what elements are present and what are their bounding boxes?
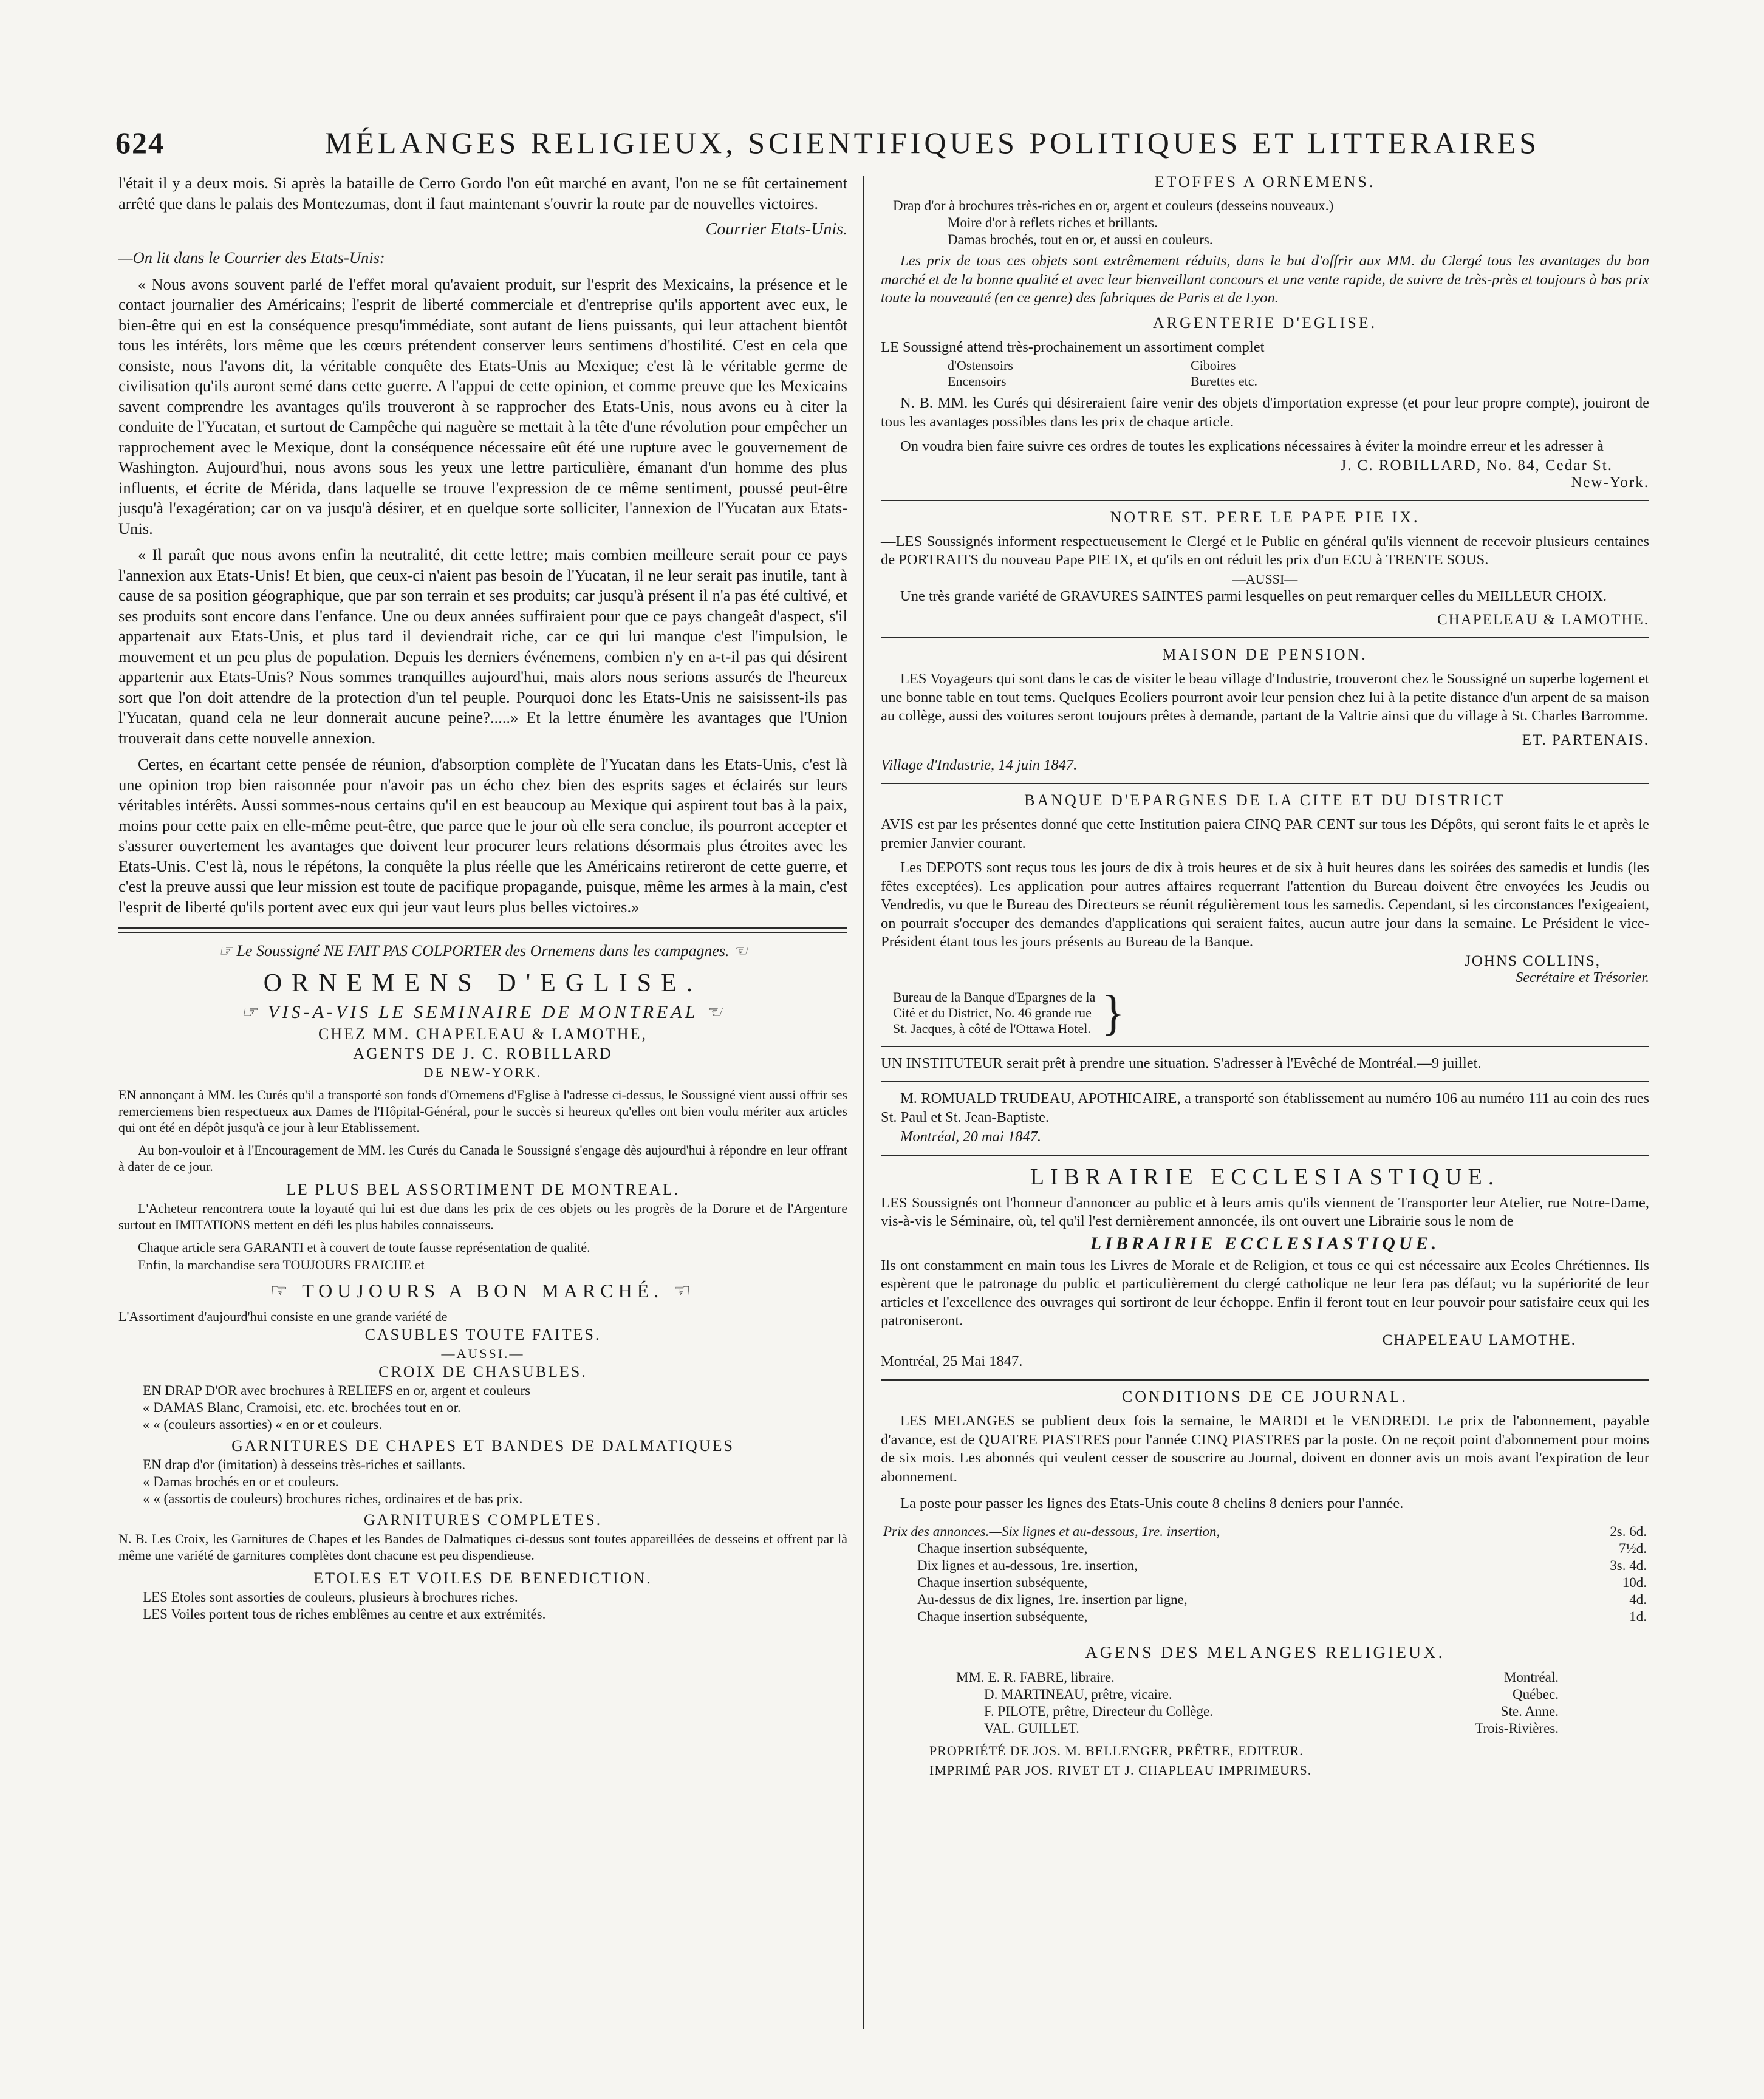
- running-title: MÉLANGES RELIGIEUX, SCIENTIFIQUES POLITIQUES ET LITTERAIRES: [324, 126, 1540, 160]
- ad-heading-assortment: LE PLUS BEL ASSORTIMENT DE MONTREAL.: [285, 1181, 680, 1198]
- banque-title: Secrétaire et Trésorier.: [1516, 969, 1649, 986]
- list-item: « DAMAS Blanc, Cramoisi, etc. etc. brochées tout en or.: [143, 1400, 461, 1415]
- conditions-heading: CONDITIONS DE CE JOURNAL.: [1121, 1388, 1409, 1405]
- ad-paragraph: Au bon-vouloir et à l'Encouragement de MM. les Curés du Canada le Soussigné s'engage dès aujourd'hui à répondre en leur offrant à dater de ce jour.: [118, 1142, 847, 1174]
- left-column: [118, 173, 847, 1626]
- ad-paragraph: L'Acheteur rencontrera toute la loyauté qui lui est due dans les prix de ces objets ou les progrès de la Dorure et de l'Argenture surtout en IMITATIONS mettent en défi les plus habiles connaisseurs.: [118, 1201, 847, 1232]
- proprietor-line: PROPRIÉTÉ DE JOS. M. BELLENGER, PRÊTRE, EDITEUR.: [929, 1742, 1304, 1758]
- instituteur-notice: UN INSTITUTEUR serait prêt à prendre une situation. S'adresser à l'Evêché de Montréal.—9 juillet.: [881, 1054, 1482, 1071]
- ad-heading-chasubles: CASUBLES TOUTE FAITES.: [364, 1326, 601, 1343]
- separator: [118, 927, 847, 933]
- right-column: [881, 173, 1649, 1780]
- table-row: [954, 1669, 1561, 1686]
- librairie-paragraph: LES Soussignés ont l'honneur d'annoncer au public et à leurs amis qu'ils viennent de Transporter leur Atelier, rue Notre-Dame, vis-à-vis le Séminaire, où, tel qu'il l'est dernièrement annoncée, ils ont ouvert une Librairie sous le nom de: [881, 1194, 1649, 1229]
- list-item: LES Voiles portent tous de riches emblêmes au centre et aux extrémités.: [143, 1606, 546, 1622]
- librairie-signature: CHAPELEAU LAMOTHE.: [1382, 1331, 1576, 1348]
- price-label: Prix des annonces.—Six lignes et au-dessous, 1re. insertion,: [883, 1523, 1220, 1539]
- ad-heading-garnitures: GARNITURES DE CHAPES ET BANDES DE DALMATIQUES: [231, 1437, 734, 1455]
- pension-heading: MAISON DE PENSION.: [1162, 646, 1368, 663]
- pension-signature: ET. PARTENAIS.: [1522, 731, 1649, 748]
- separator: [881, 1081, 1649, 1082]
- list-item: « « (assortis de couleurs) brochures riches, ordinaires et de bas prix.: [143, 1491, 523, 1506]
- banque-signature: JOHNS COLLINS,: [1465, 952, 1601, 969]
- banque-paragraph: Les DEPOTS sont reçus tous les jours de dix à trois heures et de six à huit heures dans les soirées des samedis et lundis (les fêtes exceptées). Les application pour autres affaires requerrant l'attention du Bureau doivent être envoyées les Jeudis ou Vendredis, vu que le Bureau des Directeurs se réunit régulièrement tous les samedis. Cependant, si les circonstances l'exigeaient, on pourrait s'occuper des demandes d'applications qui seraient faites, aucun autre jour dans la semaine. Le Président le vice-Président étant tous les jours présents au Bureau de la Banque.: [881, 859, 1649, 950]
- printers-line: IMPRIMÉ PAR JOS. RIVET ET J. CHAPLEAU IMPRIMEURS.: [929, 1763, 1312, 1778]
- garnitures-list: [143, 1456, 847, 1507]
- list-item: « Damas brochés en or et couleurs.: [143, 1474, 339, 1489]
- price-label: Chaque insertion subséquente,: [917, 1574, 1088, 1590]
- poste-line: La poste pour passer les lignes des Etats-Unis coute 8 chelins 8 deniers pour l'année.: [900, 1495, 1404, 1512]
- list-item: EN drap d'or (imitation) à desseins très-riches et saillants.: [143, 1457, 466, 1472]
- argenterie-item: d'Ostensoirs: [948, 358, 1013, 373]
- table-row: [881, 1591, 1649, 1608]
- list-item: « « (couleurs assorties) « en or et couleurs.: [143, 1417, 383, 1432]
- ad-nb: N. B. Les Croix, les Garnitures de Chapes et les Bandes de Dalmatiques ci-dessus sont toutes appareillées de desseins et offrent par là même une variété de garnitures complètes dont chacune est peu dispendieuse.: [118, 1531, 847, 1563]
- column-divider: [863, 176, 864, 2029]
- list-item: Drap d'or à brochures très-riches en or, argent et couleurs (desseins nouveaux.): [893, 198, 1334, 213]
- intro-paragraph: l'était il y a deux mois. Si après la bataille de Cerro Gordo l'on eût marché en avant, l'on ne se fût certainement arrêté que dans le palais des Montezumas, dont il faut maintenant s'ouvrir la route par de nouvelles victoires.: [118, 174, 847, 213]
- intro-source: Courrier Etats-Unis.: [705, 220, 847, 239]
- article-lead: —On lit dans le Courrier des Etats-Unis:: [118, 248, 385, 267]
- librairie-date: Montréal, 25 Mai 1847.: [881, 1353, 1023, 1370]
- ad-heading-completes: GARNITURES COMPLETES.: [363, 1511, 603, 1529]
- price-label: Chaque insertion subséquente,: [917, 1540, 1088, 1556]
- ad-line: AGENTS DE J. C. ROBILLARD: [353, 1045, 613, 1062]
- pension-date: Village d'Industrie, 14 juin 1847.: [881, 756, 1078, 773]
- ad-aussi: —AUSSI.—: [441, 1346, 525, 1361]
- table-row: [954, 1686, 1561, 1703]
- ad-subtitle: ☞ VIS-A-VIS LE SEMINAIRE DE MONTREAL ☜: [241, 1002, 725, 1022]
- separator: [881, 1155, 1649, 1156]
- ad-paragraph: L'Assortiment d'aujourd'hui consiste en une grande variété de: [118, 1309, 448, 1324]
- table-row: [881, 1523, 1649, 1540]
- argenterie-item: Encensoirs: [948, 374, 1007, 389]
- librairie-heading: LIBRAIRIE ECCLESIASTIQUE.: [1030, 1164, 1500, 1190]
- agent-place: Montréal.: [1503, 1669, 1559, 1685]
- argenterie-signature: J. C. ROBILLARD, No. 84, Cedar St.: [1340, 457, 1613, 474]
- etoffes-heading: ETOFFES A ORNEMENS.: [1154, 173, 1376, 191]
- separator: [881, 1046, 1649, 1047]
- table-row: [881, 1557, 1649, 1574]
- etoles-list: [143, 1589, 847, 1623]
- page-header: [115, 121, 1652, 164]
- pape-paragraph: —LES Soussignés informent respectueusement le Clergé et le Public en général qu'ils viennent de recevoir plusieurs centaines de PORTRAITS du nouveau Pape PIE IX, et qu'ils en ont réduit les prix d'un ECU à TRENTE SOUS.: [881, 533, 1649, 568]
- librairie-paragraph: Ils ont constamment en main tous les Livres de Morale et de Religion, et tous ce qui est nécessaire aux Ecoles Chrétiennes. Ils espèrent que le patronage du public et particulièrement du clergé catholique ne leur fera pas défaut; vu la supériorité de leur articles et l'excellence des ouvrages qui sortiront de leur échoppe. Enfin il feront tout en leur pouvoir pour satisfaire ceux qui les patroniseront.: [881, 1257, 1649, 1329]
- agent-name: D. MARTINEAU, prêtre, vicaire.: [984, 1686, 1172, 1702]
- table-row: [954, 1703, 1561, 1720]
- bureau-line: St. Jacques, à côté de l'Ottawa Hotel.: [893, 1020, 1091, 1036]
- pape-aussi: —AUSSI—: [1232, 571, 1298, 587]
- price-label: Chaque insertion subséquente,: [917, 1608, 1088, 1624]
- ad-title: ORNEMENS D'EGLISE.: [263, 969, 703, 997]
- article-paragraph: Certes, en écartant cette pensée de réunion, d'absorption complète de l'Yucatan dans les Etats-Unis, c'est là une opinion trop bien raisonnée pour n'avoir pas un écho chez bien des esprits sages et éclairés sur leurs véritables intérêts. Aussi sommes-nous certains qu'il en est beaucoup au Mexique qui aspirent tout bas à la paix, moins pour cette paix en elle-même peut-être, que parce que le jour où elle sera conclue, ils pourront accepter et s'assurer ouvertement les avantages que doivent leur procurer leurs relations désormais plus étroites avec les Etats-Unis. C'est là, nous le répétons, la conquête la plus réelle que les Américains retireront de cette guerre, et c'est la preuve aussi que leur mission est toute de pacifique propagande, puisque, même les armes à la main, c'est l'esprit de liberté qu'ils portent avec eux qui jeur vaut leurs plus belles victoires.»: [118, 755, 847, 916]
- agents-heading: AGENS DES MELANGES RELIGIEUX.: [1085, 1643, 1445, 1662]
- ad-paragraph: Enfin, la marchandise sera TOUJOURS FRAICHE et: [138, 1257, 425, 1272]
- agent-place: Ste. Anne.: [1500, 1703, 1559, 1719]
- price-label: Au-dessus de dix lignes, 1re. insertion par ligne,: [917, 1591, 1188, 1607]
- ad-heading-cheap: ☞ TOUJOURS A BON MARCHÉ. ☜: [270, 1280, 696, 1302]
- argenterie-item: Ciboires: [1191, 358, 1236, 373]
- price-amount: 7½d.: [1619, 1540, 1647, 1556]
- banque-bureau: [881, 986, 1649, 1040]
- etoffes-list: [893, 197, 1649, 248]
- argenterie-grid: [948, 358, 1434, 389]
- trudeau-date: Montréal, 20 mai 1847.: [900, 1128, 1042, 1145]
- price-amount: 3s. 4d.: [1610, 1557, 1647, 1573]
- separator: [881, 1379, 1649, 1381]
- croix-list: [143, 1382, 847, 1433]
- pape-signature: CHAPELEAU & LAMOTHE.: [1437, 612, 1649, 628]
- agent-name: F. PILOTE, prêtre, Directeur du Collège.: [984, 1703, 1213, 1719]
- prices-table: [881, 1523, 1649, 1625]
- librairie-name: LIBRAIRIE ECCLESIASTIQUE.: [1090, 1233, 1440, 1254]
- price-amount: 10d.: [1622, 1574, 1647, 1590]
- agent-place: Québec.: [1513, 1686, 1559, 1702]
- agents-table: [954, 1669, 1561, 1737]
- ad-line: CHEZ MM. CHAPELEAU & LAMOTHE,: [318, 1025, 648, 1043]
- etoffes-paragraph: Les prix de tous ces objets sont extrêmement réduits, dans le but d'offrir aux MM. du Clergé tous les avantages du bon marché et de la bonne qualité et avec leur bienveillant concours et une vente rapide, de suivre de très-près et toujours à bas prix toute la nouveauté (en ce genre) des fabriques de Paris et de Lyon.: [881, 253, 1649, 306]
- agent-name: VAL. GUILLET.: [984, 1720, 1079, 1736]
- list-item: EN DRAP D'OR avec brochures à RELIEFS en or, argent et couleurs: [143, 1383, 531, 1398]
- table-row: [881, 1540, 1649, 1557]
- separator: [881, 783, 1649, 784]
- argenterie-heading: ARGENTERIE D'EGLISE.: [1152, 313, 1378, 332]
- price-amount: 4d.: [1629, 1591, 1647, 1607]
- conditions-paragraph: LES MELANGES se publient deux fois la semaine, le MARDI et le VENDREDI. Le prix de l'abonnement, payable d'avance, est de QUATRE PIASTRES pour l'année CINQ PIASTRES par la poste. On ne reçoit point d'abonnement pour moins de six mois. Les abonnés qui veulent cesser de souscrire au Journal, doivent en donner avis un mois avant l'expiration de leur abonnement.: [881, 1413, 1649, 1485]
- ad-line: DE NEW-YORK.: [423, 1065, 542, 1080]
- separator: [881, 637, 1649, 638]
- article-paragraph: « Il paraît que nous avons enfin la neutralité, dit cette lettre; mais combien meilleure serait pour ce pays l'annexion aux Etats-Unis! Et bien, que ceux-ci n'aient pas besoin de l'Yucatan, il ne leur serait pas inutile, tant à cause de sa position géographique, que par son terrain et ses produits; car jusqu'à présent il n'a pas été cultivé, et ses produits sont encore dans l'enfance. Une ou deux années suffiraient pour que ce pays changeât d'aspect, s'il appartenait aux Etats-Unis, et plus tard il deviendrait riche, car ce qui lui manque c'est l'impulsion, le mouvement et un peu plus de population. Depuis les derniers événemens, combien n'y en a-t-il pas qui désirent appartenir aux Etats-Unis? Nous sommes tranquilles aujourd'hui, mais alors nous serions assurés de l'heureux sort que l'on doit attendre de la protection d'un tel peuple. Pourquoi donc les Etats-Unis ne saisissent-ils pas l'Yucatan, quand cela ne leur donnerait aucune peine?.....» Et la lettre énumère les avantages que l'Union trouverait dans cette nouvelle annexion.: [118, 545, 847, 747]
- list-item: Moire d'or à reflets riches et brillants.: [948, 215, 1158, 230]
- article-paragraph: « Nous avons souvent parlé de l'effet moral qu'avaient produit, sur l'esprit des Mexicains, la présence et le contact journalier des Américains; l'esprit de liberté commerciale et d'entreprise qu'ils apportent avec eux, le bien-être qui en est la conséquence presqu'immédiate, sont autant de liens puissants, qui leur attachent bientôt tous les intérêts, lors même que les cœurs prétendent conserver leurs sentimens d'hostilité. C'est en cela que consiste, nous l'avons dit, la véritable conquête des Etats-Unis au Mexique; c'est là le véritable germe de civilisation qu'ils auront semé dans cette guerre. A l'appui de cette opinion, et comme preuve que les Mexicains savent comprendre les avantages qu'ils trouveront à se rapprocher des Etats-Unis, nous avons eu à citer la conduite de l'Yucatan, et surtout de Campêche qui naguère se mettait à la tête d'une révolution pour empêcher un rapprochement avec le Mexique, dont la conséquence nécessaire eût été une rupture avec le gouvernement de Washington. Aujourd'hui, nous avons sous les yeux une lettre particulière, émanant d'un homme des plus influents, et écrite de Mérida, dans laquelle se trouve l'expression de ce même sentiment, poussé peut-être jusqu'à l'exagération; car on va jusqu'à désirer, et en quelque sorte solliciter, l'annexion de l'Yucatan aux Etats-Unis.: [118, 275, 847, 538]
- separator: [881, 500, 1649, 501]
- banque-heading: BANQUE D'EPARGNES DE LA CITE ET DU DISTRICT: [1024, 791, 1506, 809]
- bureau-line: Cité et du District, No. 46 grande rue: [893, 1005, 1092, 1020]
- list-item: LES Etoles sont assorties de couleurs, plusieurs à brochures riches.: [143, 1589, 518, 1605]
- ad-paragraph: Chaque article sera GARANTI et à couvert de toute fausse représentation de qualité.: [138, 1240, 590, 1255]
- ad-paragraph: EN annonçant à MM. les Curés qu'il a transporté son fonds d'Ornemens d'Eglise à l'adresse ci-dessus, le Soussigné vient aussi offrir ses remerciemens bien respectueux aux Dames de l'Hôpital-Général, pour le succès si heureux qu'elles ont bien voulu mériter aux articles qui ont été en dépôt jusqu'à ce jour à leur Etablissement.: [118, 1087, 847, 1135]
- argenterie-city: New-York.: [1571, 474, 1649, 491]
- agent-name: MM. E. R. FABRE, libraire.: [956, 1669, 1115, 1685]
- agent-place: Trois-Rivières.: [1475, 1720, 1559, 1736]
- colportage-notice: ☞ Le Soussigné NE FAIT PAS COLPORTER des Ornemens dans les campagnes. ☜: [218, 942, 748, 960]
- ad-heading-croix: CROIX DE CHASUBLES.: [378, 1363, 587, 1381]
- argenterie-nb: N. B. MM. les Curés qui désireraient faire venir des objets d'importation expresse (et pour leur propre compte), jouiront de tous les avantages possibles dans les prix de chaque article.: [881, 395, 1649, 430]
- ad-heading-etoles: ETOLES ET VOILES DE BENEDICTION.: [313, 1569, 652, 1587]
- pape-heading: NOTRE ST. PERE LE PAPE PIE IX.: [1110, 508, 1420, 526]
- brace-glyph: }: [1101, 986, 1125, 1040]
- page-number: 624: [115, 126, 165, 160]
- argenterie-paragraph: On voudra bien faire suivre ces ordres de toutes les explications nécessaires à éviter la moindre erreur et les adresser à: [900, 438, 1604, 454]
- price-amount: 1d.: [1629, 1608, 1647, 1624]
- pension-paragraph: LES Voyageurs qui sont dans le cas de visiter le beau village d'Industrie, trouveront chez le Soussigné un superbe logement et une bonne table en tout tems. Quelques Ecoliers pourront avoir leur pension chez lui à la petite distance d'un arpent de sa maison au collège, aussi des voitures seront toujours prêtes à demande, partant de la Valtrie ainsi que du village à St. Charles Barromme.: [881, 671, 1649, 724]
- table-row: [881, 1608, 1649, 1625]
- price-amount: 2s. 6d.: [1610, 1523, 1647, 1539]
- table-row: [881, 1574, 1649, 1591]
- bureau-line: Bureau de la Banque d'Epargnes de la: [893, 989, 1096, 1005]
- argenterie-intro: LE Soussigné attend très-prochainement un assortiment complet: [881, 338, 1265, 355]
- table-row: [954, 1720, 1561, 1737]
- price-label: Dix lignes et au-dessous, 1re. insertion,: [917, 1557, 1138, 1573]
- argenterie-item: Burettes etc.: [1191, 374, 1257, 389]
- trudeau-paragraph: M. ROMUALD TRUDEAU, APOTHICAIRE, a transporté son établissement au numéro 106 au numéro 111 au coin des rues St. Paul et St. Jean-Baptiste.: [881, 1090, 1649, 1125]
- banque-paragraph: AVIS est par les présentes donné que cette Institution paiera CINQ PAR CENT sur tous les Dépôts, qui seront faits le et après le premier Janvier courant.: [881, 816, 1649, 852]
- pape-paragraph-2: Une très grande variété de GRAVURES SAINTES parmi lesquelles on peut remarquer celles du MEILLEUR CHOIX.: [900, 587, 1607, 604]
- list-item: Damas brochés, tout en or, et aussi en couleurs.: [948, 232, 1213, 247]
